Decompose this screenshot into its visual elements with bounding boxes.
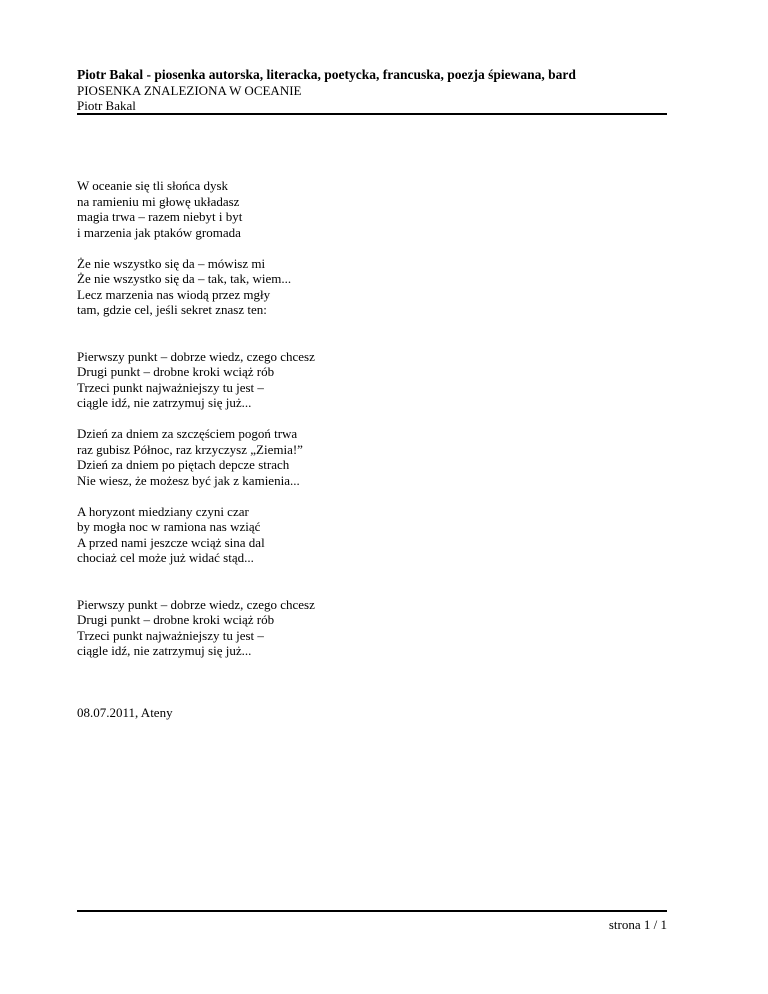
stanza-5 [77, 504, 667, 566]
lyric-line: A przed nami jeszcze wciąż sina dal [77, 534, 265, 550]
lyric-line: W oceanie się tli słońca dysk [77, 178, 229, 193]
lyric-line: Lecz marzenia nas wiodą przez mgły [77, 286, 271, 302]
lyric-line: Pierwszy punkt – dobrze wiedz, czego chcesz [77, 596, 315, 612]
lyrics-body [77, 178, 667, 721]
lyric-line: Pierwszy punkt – dobrze wiedz, czego chcesz [77, 348, 315, 364]
lyric-line: magia trwa – razem niebyt i byt [77, 209, 243, 224]
lyric-line: Drugi punkt – drobne kroki wciąż rób [77, 612, 275, 627]
lyric-line: raz gubisz Północ, raz krzyczysz „Ziemia!” [77, 441, 303, 457]
lyric-line: by mogła noc w ramiona nas wziąć [77, 519, 261, 534]
lyric-line: ciągle idź, nie zatrzymuj się już... [77, 643, 252, 658]
lyric-line: Drugi punkt – drobne kroki wciąż rób [77, 364, 275, 379]
lyric-line: Trzeci punkt najważniejszy tu jest – [77, 379, 264, 395]
lyric-line: ciągle idź, nie zatrzymuj się już... [77, 395, 252, 410]
author-name: Piotr Bakal [77, 98, 136, 113]
page-header [77, 66, 667, 113]
site-title: Piotr Bakal - piosenka autorska, literacka, poetycka, francuska, poezja śpiewana, bard [77, 67, 576, 82]
stanza-6-chorus [77, 597, 667, 659]
lyric-line: Trzeci punkt najważniejszy tu jest – [77, 627, 264, 643]
lyric-line: Że nie wszystko się da – mówisz mi [77, 255, 266, 271]
lyric-line: tam, gdzie cel, jeśli sekret znasz ten: [77, 302, 267, 317]
date-place-line: 08.07.2011, Ateny [77, 705, 173, 720]
lyric-line: chociaż cel może już widać stąd... [77, 550, 254, 565]
lyric-line: na ramieniu mi głowę układasz [77, 193, 240, 209]
footer-divider [77, 910, 667, 912]
lyric-line: A horyzont miedziany czyni czar [77, 503, 249, 519]
stanza-1 [77, 178, 667, 240]
song-title: PIOSENKA ZNALEZIONA W OCEANIE [77, 83, 302, 98]
stanza-4 [77, 426, 667, 488]
lyric-line: Dzień za dniem za szczęściem pogoń trwa [77, 426, 298, 441]
lyric-line: Że nie wszystko się da – tak, tak, wiem... [77, 271, 292, 286]
header-divider [77, 113, 667, 115]
stanza-3-chorus [77, 349, 667, 411]
lyric-line: Dzień za dniem po piętach depcze strach [77, 457, 290, 472]
lyric-line: Nie wiesz, że możesz być jak z kamienia... [77, 472, 300, 488]
date-place [77, 705, 667, 721]
stanza-2 [77, 256, 667, 318]
page-number: strona 1 / 1 [608, 917, 667, 932]
lyric-line: i marzenia jak ptaków gromada [77, 224, 241, 240]
